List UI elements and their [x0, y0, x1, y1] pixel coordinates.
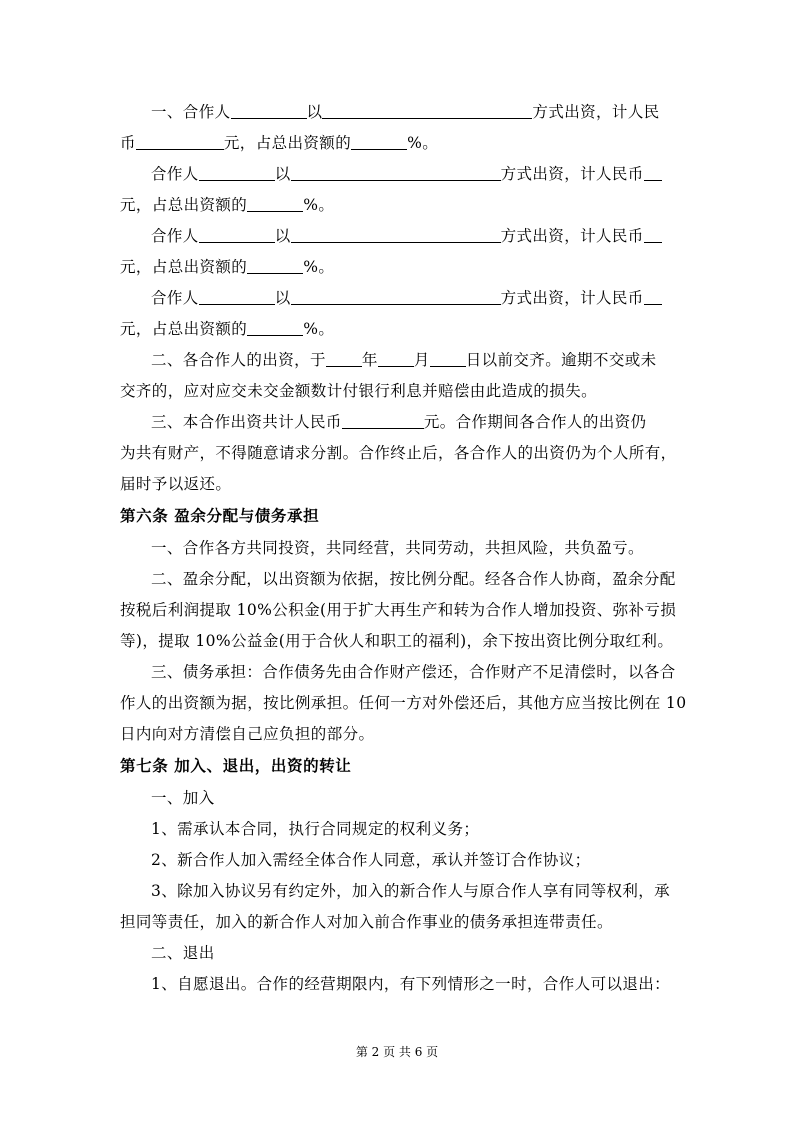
- fill-blank: [247, 319, 303, 336]
- fill-blank: [342, 412, 424, 429]
- text-line: 一、合作人 以 方式出资，计人民: [151, 103, 660, 121]
- text-line: 合作人 以 方式出资，计人民币: [151, 287, 681, 309]
- fill-blank: [644, 164, 662, 181]
- text-line: 3、除加入协议另有约定外，加入的新合作人与原合作人享有同等权利，承: [151, 882, 671, 900]
- text-line: 合作人 以 方式出资，计人民币: [151, 225, 681, 247]
- text-line: 等)，提取 10%公益金(用于合伙人和职工的福利)，余下按出资比例分取红利。: [120, 632, 674, 650]
- text-line: 届时予以返还。: [120, 475, 232, 493]
- fill-blank: [291, 226, 501, 243]
- fill-blank: [430, 350, 466, 367]
- text-line: 担同等责任，加入的新合作人对加入前合作事业的债务承担连带责任。: [120, 913, 613, 931]
- fill-blank: [644, 288, 662, 305]
- text-line: 作人的出资额为据，按比例承担。任何一方对外偿还后，其他方应当按比例在 10: [120, 694, 687, 712]
- text-line: 元，占总出资额的 %。: [120, 320, 335, 338]
- text-line: 二、各合作人的出资，于 年 月 日以前交齐。逾期不交或未: [151, 351, 657, 369]
- text-line: 二、退出: [151, 944, 215, 962]
- fill-blank: [644, 226, 662, 243]
- text-line: 日内向对方清偿自己应负担的部分。: [120, 725, 375, 743]
- text-line: 三、债务承担：合作债务先由合作财产偿还，合作财产不足清偿时，以各合: [151, 663, 676, 681]
- text-line: 1、需承认本合同，执行合同规定的权利义务；: [151, 820, 480, 838]
- text-line: 元，占总出资额的 %。: [120, 196, 335, 214]
- section-heading: 第七条 加入、退出，出资的转让: [120, 756, 352, 775]
- text-line: 为共有财产，不得随意请求分割。合作终止后，各合作人的出资仍为个人所有，: [120, 444, 677, 462]
- text-line: 按税后利润提取 10%公积金(用于扩大再生产和转为合作人增加投资、弥补亏损: [120, 601, 677, 619]
- text-line: 一、加入: [151, 789, 215, 807]
- fill-blank: [247, 195, 303, 212]
- text-line: 元，占总出资额的 %。: [120, 258, 335, 276]
- fill-blank: [326, 350, 362, 367]
- fill-blank: [291, 288, 501, 305]
- fill-blank: [231, 102, 307, 119]
- text-line: 三、本合作出资共计人民币 元。合作期间各合作人的出资仍: [151, 413, 647, 431]
- fill-blank: [291, 164, 501, 181]
- section-heading: 第六条 盈余分配与债务承担: [120, 506, 320, 525]
- text-line: 二、盈余分配，以出资额为依据，按比例分配。经各合作人协商，盈余分配: [151, 570, 676, 588]
- fill-blank: [351, 133, 407, 150]
- fill-blank: [199, 164, 275, 181]
- text-line: 币 元，占总出资额的 %。: [120, 134, 439, 152]
- text-line: 交齐的，应对应交未交金额数计付银行利息并赔偿由此造成的损失。: [120, 382, 598, 400]
- fill-blank: [199, 226, 275, 243]
- fill-blank: [199, 288, 275, 305]
- text-line: 一、合作各方共同投资，共同经营，共同劳动，共担风险，共负盈亏。: [151, 539, 644, 557]
- text-line: 合作人 以 方式出资，计人民币: [151, 163, 681, 185]
- fill-blank: [378, 350, 414, 367]
- text-line: 1、自愿退出。合作的经营期限内，有下列情形之一时，合作人可以退出：: [151, 975, 671, 993]
- fill-blank: [322, 102, 532, 119]
- text-line: 2、新合作人加入需经全体合作人同意，承认并签订合作协议；: [151, 851, 591, 869]
- fill-blank: [247, 257, 303, 274]
- page-footer: 第 2 页 共 6 页: [355, 1045, 439, 1059]
- fill-blank: [136, 133, 224, 150]
